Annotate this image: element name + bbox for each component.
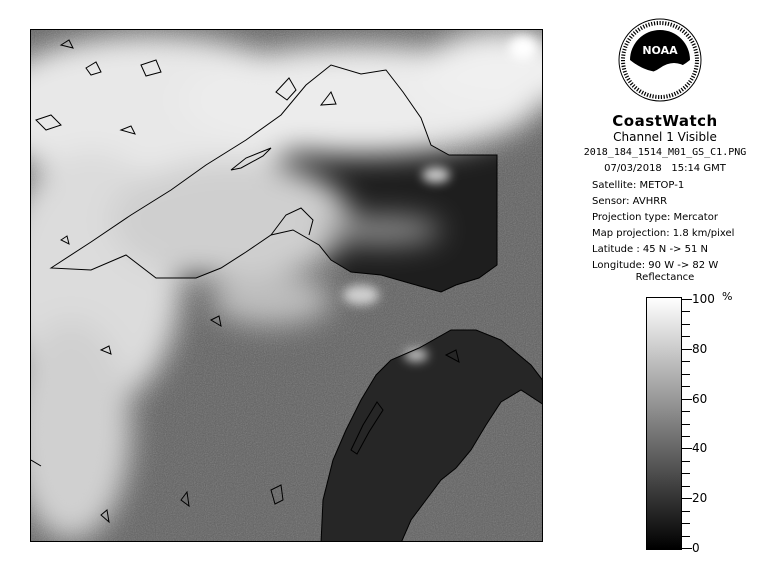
colorbar-tick [682,349,692,350]
image-filename: 2018_184_1514_M01_GS_C1.PNG [583,147,747,158]
noaa-logo-icon [618,18,702,102]
acquisition-time: 15:14 GMT [671,163,726,174]
meta-map-projection: Map projection: 1.8 km/pixel [592,228,735,239]
colorbar-tick [682,411,690,412]
colorbar-label: 20 [692,491,708,506]
colorbar-tick [682,548,692,549]
colorbar-tick [682,324,690,325]
colorbar-tick [682,311,690,312]
colorbar-label: 40 [692,441,708,456]
colorbar-tick [682,498,692,499]
logo-text: NOAA [642,44,678,57]
colorbar-tick [682,473,690,474]
meta-satellite: Satellite: METOP-1 [592,180,685,191]
colorbar-label: 0 [692,541,700,555]
colorbar-tick [682,336,690,337]
colorbar-unit: % [722,290,733,303]
colorbar-tick [682,461,690,462]
colorbar-label: 100 [692,292,715,306]
colorbar-tick [682,436,690,437]
acquisition-datetime [560,163,770,174]
reflectance-colorbar [646,297,682,550]
meta-sensor: Sensor: AVHRR [592,196,668,207]
colorbar-tick [682,523,690,524]
meta-latitude: Latitude : 45 N -> 51 N [592,244,708,255]
channel-label: Channel 1 Visible [613,130,717,144]
colorbar-tick [682,361,690,362]
brand-title: CoastWatch [612,112,718,130]
acquisition-date: 07/03/2018 [604,163,662,174]
colorbar-label: 80 [692,341,708,356]
colorbar-tick [682,424,690,425]
colorbar-tick [682,386,690,387]
colorbar-tick [682,299,692,300]
colorbar-tick [682,448,692,449]
colorbar-tick [682,511,690,512]
colorbar-tick [682,374,690,375]
satellite-image [30,29,543,542]
satellite-map [31,30,543,542]
colorbar-tick [682,536,690,537]
colorbar-label: 60 [692,391,708,406]
meta-longitude: Longitude: 90 W -> 82 W [592,260,719,271]
colorbar-title: Reflectance [635,272,695,283]
colorbar-tick [682,486,690,487]
colorbar-tick [682,399,692,400]
meta-projection-type: Projection type: Mercator [592,212,718,223]
